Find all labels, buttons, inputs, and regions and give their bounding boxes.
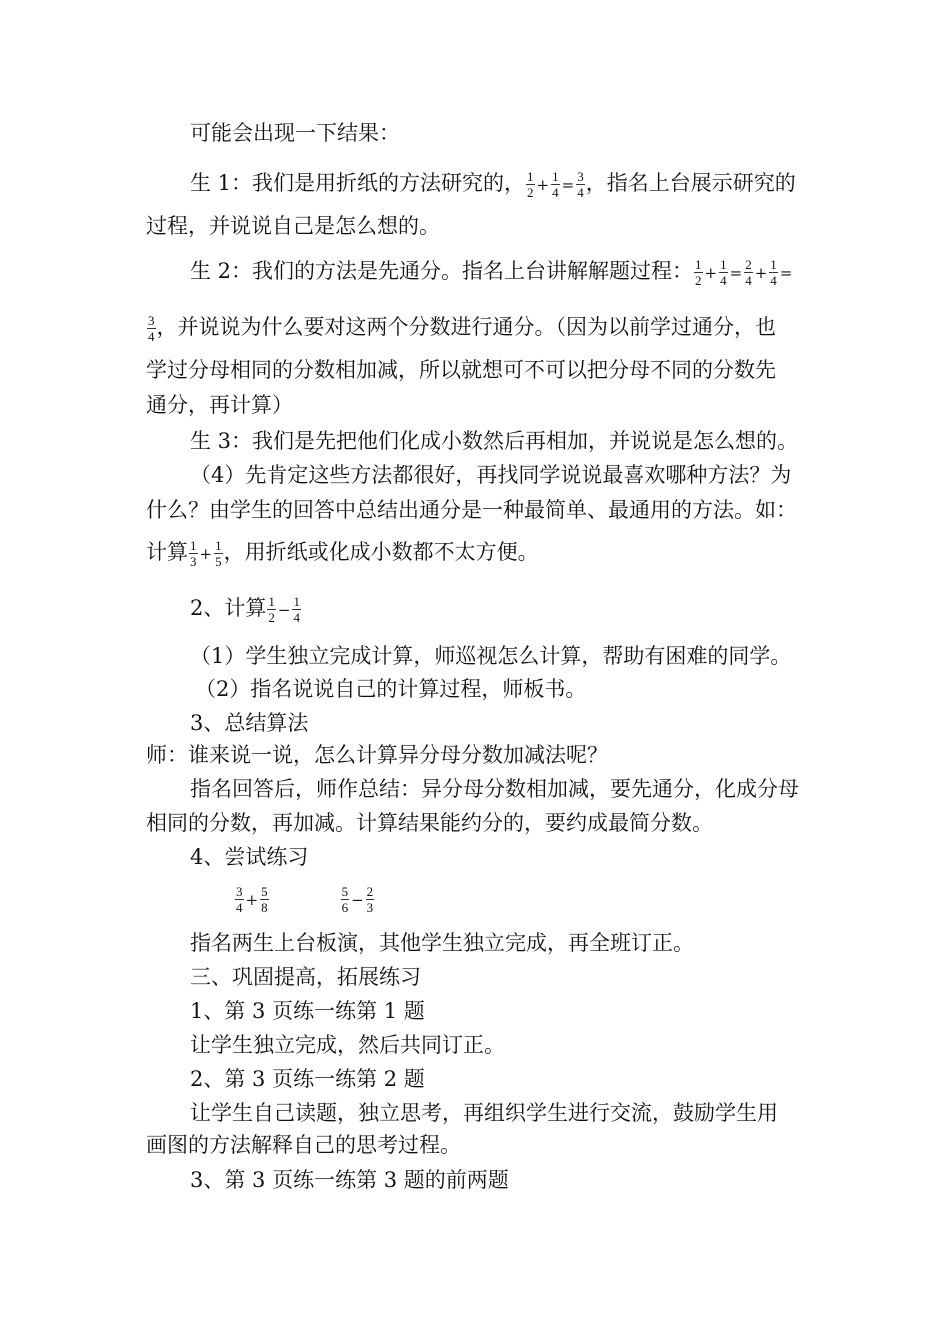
- practice-problems: [234, 883, 375, 915]
- fraction-3-4: $\frac{3}{4}$: [577, 169, 584, 200]
- fraction-1-5: $\frac{1}{5}$: [215, 538, 222, 569]
- exercise1-heading: 1、第 3 页练一练第 1 题: [190, 999, 425, 1023]
- fraction-3-4: $\frac{3}{4}$: [148, 313, 155, 344]
- fraction-1-2: $\frac{1}{2}$: [695, 257, 702, 288]
- student2-text-b: ，并说说为什么要对这两个分数进行通分。（因为以前学过通分，也: [156, 315, 776, 339]
- fraction-1-4: $\frac{1}{4}$: [293, 594, 300, 625]
- fraction-3-4: $\frac{3}{4}$: [236, 884, 243, 915]
- student2-line-3: 学过分母相同的分数相加减，所以就想可不可以把分母不同的分数先: [146, 358, 776, 382]
- fraction-1-4: $\frac{1}{4}$: [552, 169, 559, 200]
- plus-sign: +: [536, 175, 550, 194]
- exercise2-text-1: 让学生自己读题，独立思考，再组织学生进行交流，鼓励学生用: [190, 1101, 778, 1125]
- exercise1-text: 让学生独立完成，然后共同订正。: [190, 1033, 505, 1057]
- minus-sign: −: [277, 600, 291, 619]
- fraction-1-2: $\frac{1}{2}$: [527, 169, 534, 200]
- practice-heading: 4、尝试练习: [190, 845, 309, 869]
- equals-sign: =: [561, 175, 575, 194]
- compute2-heading: [190, 593, 302, 625]
- student1-text-a: 生 1：我们是用折纸的方法研究的，: [190, 171, 526, 195]
- summary-heading: 3、总结算法: [190, 711, 309, 735]
- student1-line-2: 过程，并说说自己是怎么想的。: [146, 214, 440, 238]
- teacher-question: 师：谁来说一说，怎么计算异分母分数加减法呢？: [146, 743, 608, 767]
- point4-line-2: 什么？由学生的回答中总结出通分是一种最简单、最通用的方法。如：: [146, 498, 797, 522]
- compute2-step1: （1）学生独立完成计算，师巡视怎么计算，帮助有困难的同学。: [190, 644, 792, 668]
- fraction-1-3: $\frac{1}{3}$: [190, 538, 197, 569]
- fraction-5-8: $\frac{5}{8}$: [261, 884, 268, 915]
- plus-sign: +: [199, 544, 213, 563]
- plus-sign: +: [245, 890, 259, 909]
- point4-text-b: ，用折纸或化成小数都不太方便。: [223, 540, 539, 564]
- summary-line-2: 相同的分数，再加减。计算结果能约分的，要约成最简分数。: [146, 811, 713, 835]
- fraction-5-6: $\frac{5}{6}$: [341, 884, 349, 915]
- intro-line: 可能会出现一下结果：: [190, 121, 400, 145]
- summary-line-1: 指名回答后，师作总结：异分母分数相加减，要先通分，化成分母: [190, 777, 799, 801]
- plus-sign: +: [754, 263, 768, 282]
- section3-heading: 三、巩固提高，拓展练习: [190, 965, 421, 989]
- compute2-step2: （2）指名说说自己的计算过程，师板书。: [195, 677, 587, 701]
- student1-line: [190, 168, 796, 200]
- minus-sign: −: [351, 890, 364, 909]
- board-line: 指名两生上台板演，其他学生独立完成，再全班订正。: [190, 931, 694, 955]
- plus-sign: +: [704, 263, 718, 282]
- student1-text-b: ，指名上台展示研究的: [585, 171, 796, 195]
- fraction-1-4: $\frac{1}{4}$: [720, 257, 727, 288]
- point4-line: （4）先肯定这些方法都很好，再找同学说说最喜欢哪种方法？为: [190, 463, 792, 487]
- student2-line: [190, 256, 793, 288]
- student2-text-a: 生 2：我们的方法是先通分。指名上台讲解解题过程：: [190, 259, 694, 283]
- student3-line: 生 3：我们是先把他们化成小数然后再相加，并说说是怎么想的。: [190, 429, 799, 453]
- fraction-2-4: $\frac{2}{4}$: [745, 257, 752, 288]
- student2-line-2: [146, 312, 776, 344]
- exercise2-heading: 2、第 3 页练一练第 2 题: [190, 1067, 425, 1091]
- fraction-1-2: $\frac{1}{2}$: [268, 594, 275, 625]
- point4-text-a: 计算: [146, 540, 188, 564]
- point4-line-3: [146, 537, 539, 569]
- fraction-1-4: $\frac{1}{4}$: [770, 257, 777, 288]
- compute2-label: 2、计算: [190, 596, 267, 620]
- equals-sign: =: [729, 263, 743, 282]
- equals-sign: =: [779, 263, 793, 282]
- exercise2-text-2: 画图的方法解释自己的思考过程。: [146, 1133, 461, 1157]
- exercise3-heading: 3、第 3 页练一练第 3 题的前两题: [190, 1168, 509, 1192]
- fraction-2-3: $\frac{2}{3}$: [366, 884, 374, 915]
- student2-line-4: 通分，再计算）: [146, 393, 293, 417]
